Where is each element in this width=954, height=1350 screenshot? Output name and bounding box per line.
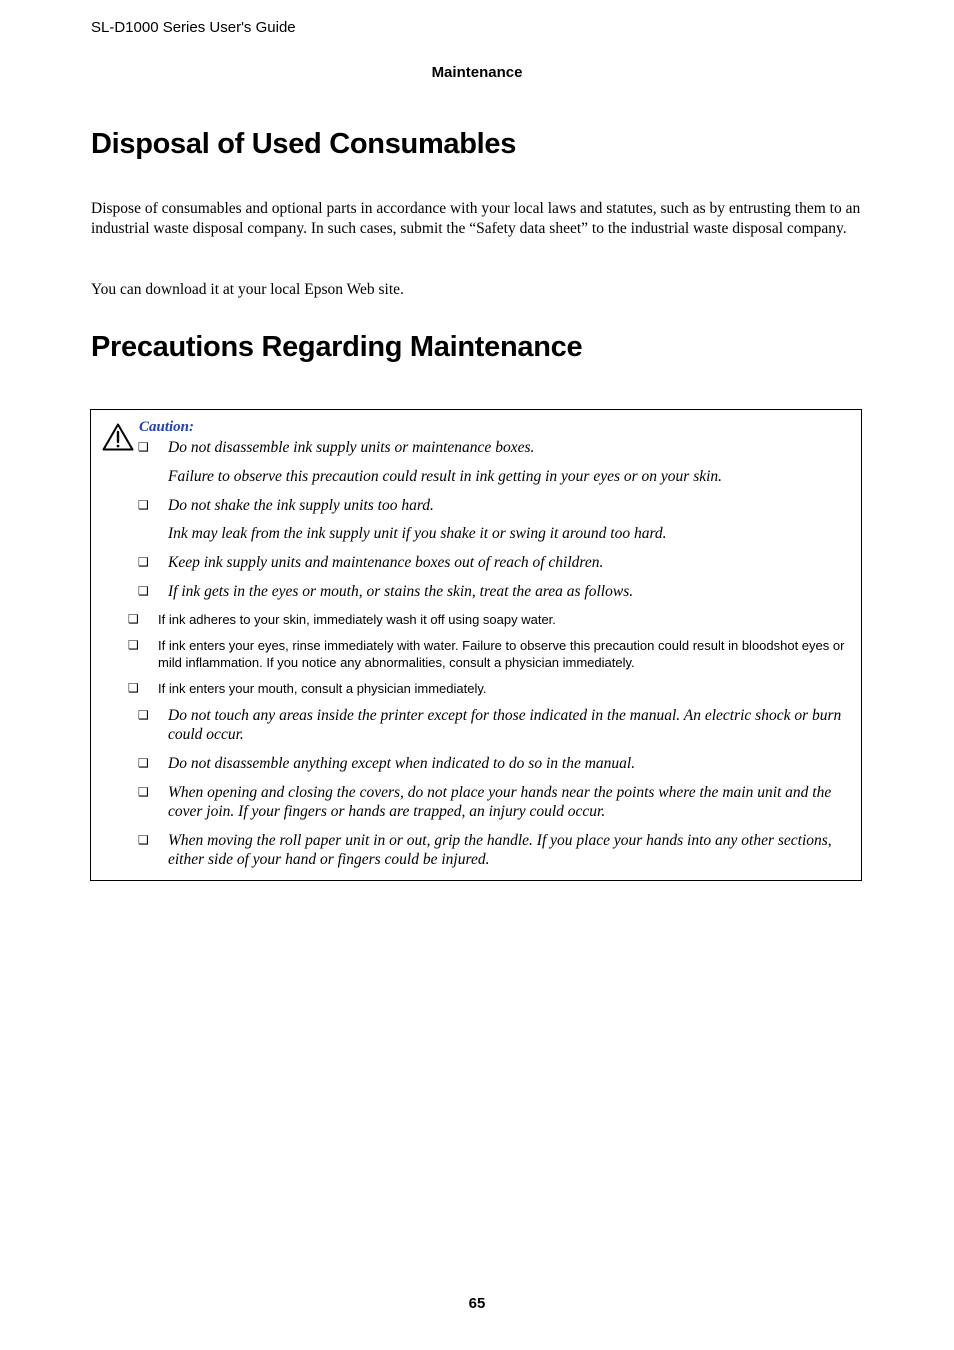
caution-item-text: Ink may leak from the ink supply unit if you shake it or swing it around too hard. — [168, 525, 667, 542]
warning-triangle-icon — [102, 423, 134, 451]
caution-subitem-text: If ink enters your mouth, consult a physician immediately. — [158, 681, 487, 696]
caution-subitem-text: If ink adheres to your skin, immediately wash it off using soapy water. — [158, 612, 556, 627]
checkbox-bullet-icon: ❑ — [128, 612, 139, 626]
checkbox-bullet-icon: ❑ — [138, 756, 149, 770]
page-number: 65 — [468, 1295, 486, 1312]
guide-title: SL-D1000 Series User's Guide — [91, 19, 296, 36]
checkbox-bullet-icon: ❑ — [128, 638, 139, 652]
checkbox-bullet-icon: ❑ — [138, 785, 149, 799]
checkbox-bullet-icon: ❑ — [138, 440, 149, 454]
caution-box — [90, 409, 862, 881]
checkbox-bullet-icon: ❑ — [128, 681, 139, 695]
checkbox-bullet-icon: ❑ — [138, 555, 149, 569]
caution-item-text: Failure to observe this precaution could result in ink getting in your eyes or on your skin. — [168, 468, 723, 485]
caution-item-text: Do not shake the ink supply units too hard. — [168, 497, 434, 514]
caution-item-text: When moving the roll paper unit in or out, grip the handle. If you place your hands into any other sections, either side of your hand or fingers could be injured. — [168, 832, 832, 868]
checkbox-bullet-icon: ❑ — [138, 584, 149, 598]
section-label: Maintenance — [431, 64, 523, 81]
caution-subitem-text: If ink enters your eyes, rinse immediately with water. Failure to observe this precaution could result in bloodshot eyes or mild inflammation. If you notice any abnormalities, consult a physician immediately. — [158, 638, 845, 670]
checkbox-bullet-icon: ❑ — [138, 498, 149, 512]
checkbox-bullet-icon: ❑ — [138, 833, 149, 847]
checkbox-bullet-icon: ❑ — [138, 708, 149, 722]
caution-item-text: If ink gets in the eyes or mouth, or stains the skin, treat the area as follows. — [168, 583, 634, 600]
precautions-heading: Precautions Regarding Maintenance — [91, 331, 583, 363]
caution-item-text: When opening and closing the covers, do not place your hands near the points where the main unit and the cover join. If your fingers or hands are trapped, an injury could occur. — [168, 784, 832, 820]
caution-item-text: Do not disassemble ink supply units or maintenance boxes. — [168, 439, 535, 456]
caution-item-text: Keep ink supply units and maintenance boxes out of reach of children. — [168, 554, 604, 571]
caution-item-text: Do not disassemble anything except when indicated to do so in the manual. — [168, 755, 636, 772]
disposal-paragraph-2: You can download it at your local Epson Web site. — [91, 281, 404, 298]
caution-item-text: Do not touch any areas inside the printer except for those indicated in the manual. An electric shock or burn could occur. — [168, 707, 842, 743]
disposal-paragraph-1: Dispose of consumables and optional parts in accordance with your local laws and statutes, such as by entrusting them to an industrial waste disposal company. In such cases, submit the “Safety data sheet” to the industrial waste disposal company. — [91, 200, 861, 237]
caution-label: Caution: — [139, 419, 195, 435]
disposal-heading: Disposal of Used Consumables — [91, 128, 517, 160]
